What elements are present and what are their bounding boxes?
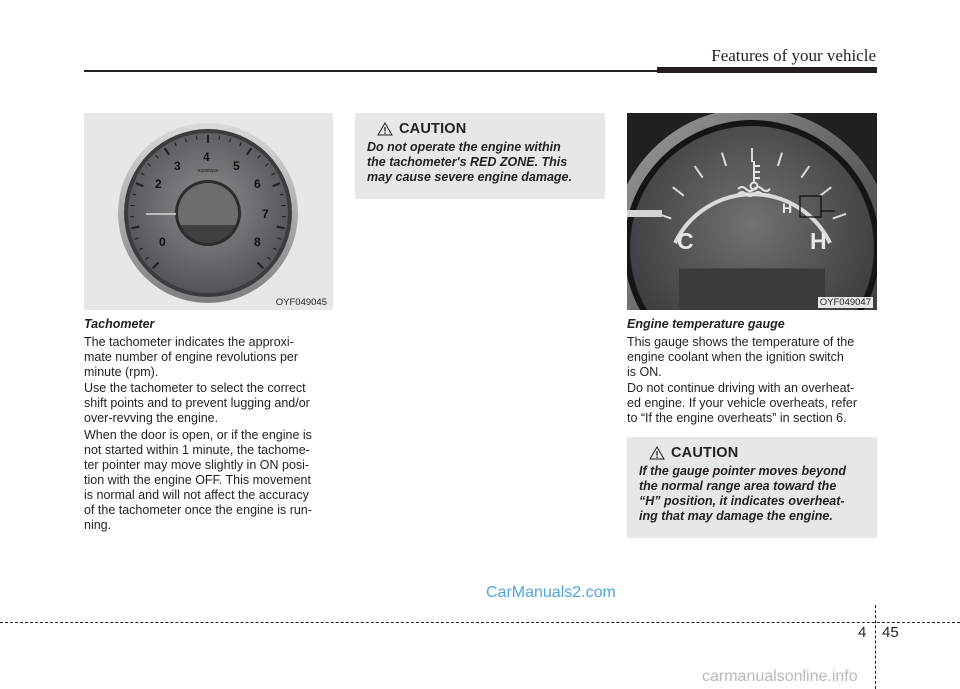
- figure-label-tachometer: OYF049045: [275, 297, 327, 308]
- caution-title: CAUTION: [671, 445, 739, 461]
- caution-box-overheat: [627, 437, 877, 538]
- caution-text-redzone: Do not operate the engine within the tachometer's RED ZONE. This may cause severe engine damage.: [367, 140, 572, 184]
- temperature-gauge-heading: Engine temperature gauge: [627, 317, 785, 331]
- figure-label-temperature: OYF049047: [819, 297, 871, 308]
- page-number: 45: [882, 624, 899, 641]
- tach-number-4: 4: [203, 150, 210, 164]
- tach-number-3: 3: [174, 159, 181, 173]
- bottom-watermark: carmanualsonline.info: [702, 668, 858, 685]
- tach-number-2: 2: [155, 177, 162, 191]
- tachometer-heading: Tachometer: [84, 317, 155, 331]
- tachometer-paragraph-3: When the door is open, or if the engine is not started within 1 minute, the tachome- ter pointer may move slightly in ON posi- tion with the engine OFF. This movement is normal and will not affect the accuracy of the tachometer once the engine is run- ning.: [84, 428, 312, 532]
- tach-number-7: 7: [262, 207, 269, 221]
- footer-rule: [0, 622, 960, 623]
- header-rule-accent: [657, 67, 877, 73]
- tach-tick: [197, 136, 198, 140]
- caution-box-redzone: [355, 113, 605, 199]
- caution-text-overheat: If the gauge pointer moves beyond the normal range area toward the “H” position, it indicates overheat- ing that may damage the engine.: [639, 464, 846, 523]
- caution-header: [649, 445, 865, 461]
- chapter-number: 4: [858, 624, 867, 641]
- warning-triangle-icon: [377, 122, 393, 136]
- temperature-gauge-figure: [627, 113, 877, 310]
- tach-tick: [219, 136, 220, 140]
- temperature-gauge-illustration: [627, 113, 877, 310]
- gauge-callout-h: H: [782, 200, 793, 216]
- page-header-title: Features of your vehicle: [711, 46, 876, 65]
- tachometer-paragraph-2: Use the tachometer to select the correct shift points and to prevent lugging and/or over-revving the engine.: [84, 381, 310, 425]
- tach-number-0: 0: [159, 235, 166, 249]
- tachometer-illustration: [84, 113, 333, 310]
- gauge-label-h: H: [810, 228, 827, 254]
- caution-title: CAUTION: [399, 121, 467, 137]
- temperature-paragraph-2: Do not continue driving with an overheat- ed engine. If your vehicle overheats, refer to “If the engine overheats” in section 6.: [627, 381, 857, 425]
- tachometer-paragraph-1: The tachometer indicates the approxi- mate number of engine revolutions per minute (rpm).: [84, 335, 299, 379]
- temperature-paragraph-1: This gauge shows the temperature of the engine coolant when the ignition switch is ON.: [627, 335, 855, 379]
- gauge-label-c: C: [677, 228, 694, 254]
- warning-triangle-icon: [649, 446, 665, 460]
- tach-number-6: 6: [254, 177, 261, 191]
- tach-number-8: 8: [254, 235, 261, 249]
- footer-divider: [875, 605, 876, 689]
- tachometer-figure: [84, 113, 333, 310]
- watermark-link[interactable]: CarManuals2.com: [486, 584, 616, 601]
- tach-number-5: 5: [233, 159, 240, 173]
- caution-header: [377, 121, 593, 137]
- tach-unit-label: X1000rpm: [197, 168, 219, 173]
